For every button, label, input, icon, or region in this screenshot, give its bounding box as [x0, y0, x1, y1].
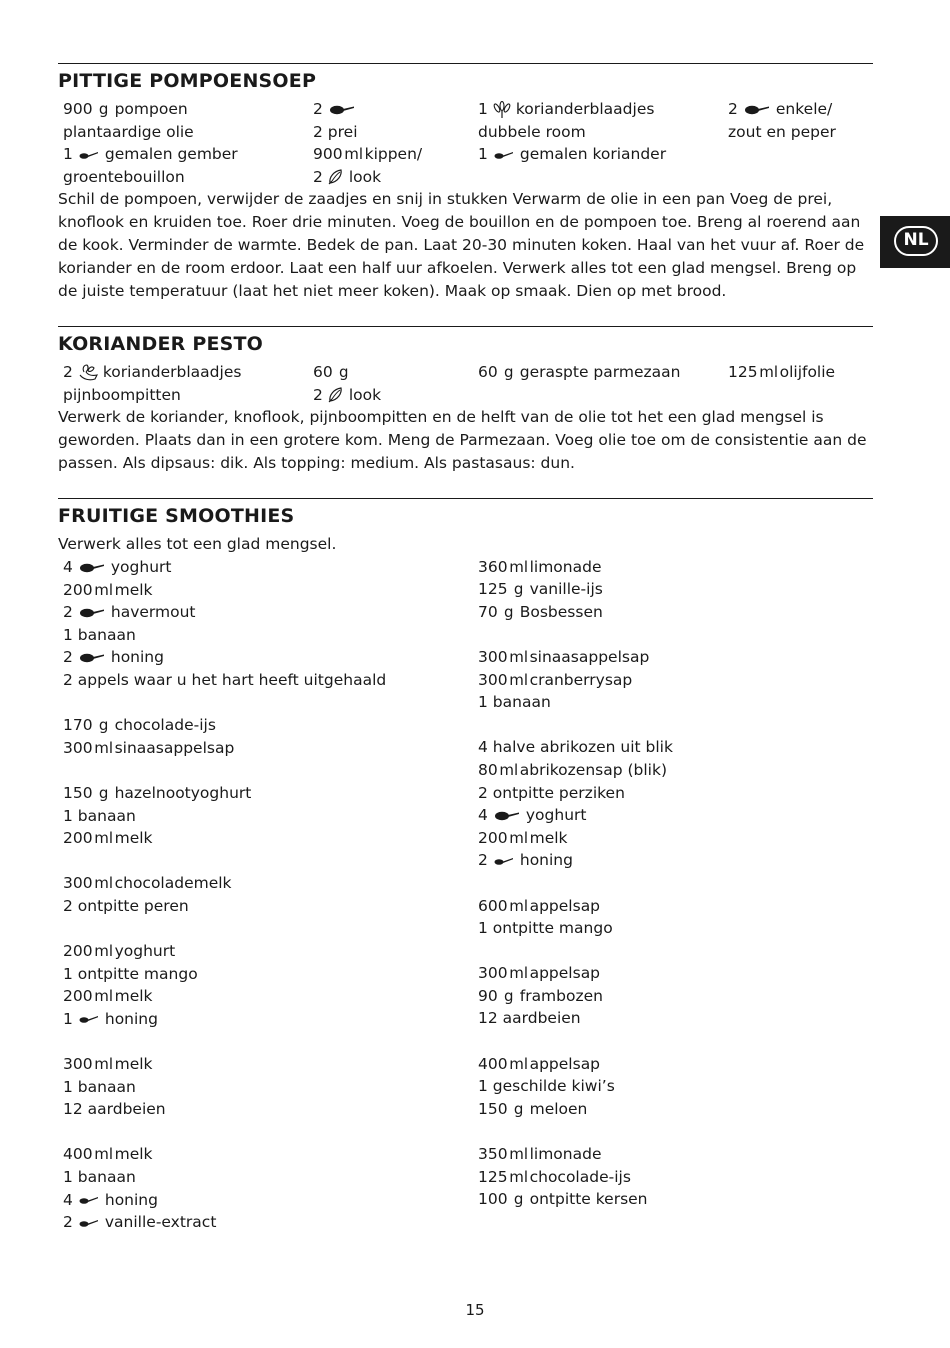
ingredient-unit: ml — [509, 964, 528, 983]
tablespoon-icon — [744, 104, 770, 116]
ingredient-quantity: 600 — [478, 896, 508, 915]
smoothie-recipe — [473, 736, 873, 872]
ingredient-text: 1 banaan — [63, 1077, 136, 1096]
ingredient-text: cranberrysap — [529, 670, 633, 689]
ingredient-quantity: 300 — [63, 1055, 93, 1074]
ingredient-line — [478, 962, 873, 985]
ingredient-quantity: 2 — [478, 851, 488, 870]
teaspoon-icon — [494, 856, 514, 866]
ingredient-line — [313, 166, 473, 189]
ingredient-quantity: 200 — [63, 829, 93, 848]
ingredient-quantity: 200 — [478, 828, 508, 847]
ingredient-text: melk — [114, 829, 153, 848]
ingredient-text: 1 banaan — [478, 693, 551, 712]
ingredient-unit: g — [513, 580, 524, 599]
ingredient-text: 1 banaan — [63, 625, 136, 644]
ingredient-line — [478, 361, 723, 384]
ingredient-text: 2 prei — [313, 122, 358, 141]
method-text: Schil de pompoen, verwijder de zaadjes en snij in stukken Verwarm de olie in een pan Voeg de prei, knoflook en kruiden toe. Roer drie minuten. Voeg de bouillon en de pompoen toe. Breng al roerend aan de kook. Verminder de warmte. Bedek de pan. Laat 20-30 minuten koken. Haal van het vuur af. Roer de koriander en de room erdoor. Laat een half uur afkoelen. Verwerk alles tot een glad mengsel. Breng op de juiste temperatuur (laat het niet meer koken). Maak op smaak. Dien op met brood. — [58, 190, 865, 300]
ingredient-text: melk — [114, 987, 153, 1006]
ingredient-column — [58, 361, 308, 406]
ingredient-text: ontpitte kersen — [529, 1190, 648, 1209]
ingredient-quantity: 150 — [63, 783, 93, 802]
ingredient-text: geraspte parmezaan — [519, 363, 681, 381]
ingredient-line — [478, 1053, 873, 1076]
ingredient-line — [63, 827, 473, 850]
ingredient-text: pompoen — [114, 100, 188, 118]
teaspoon-icon — [79, 150, 99, 160]
ingredient-line — [63, 1189, 473, 1212]
ingredient-text: zout en peper — [728, 122, 836, 141]
ingredient-line — [478, 1188, 873, 1211]
ingredient-quantity: 2 — [63, 603, 73, 622]
herb-bunch-icon — [492, 101, 512, 119]
ingredient-column — [473, 98, 723, 188]
ingredient-text: havermout — [110, 603, 196, 622]
ingredient-unit: ml — [759, 363, 778, 381]
ingredient-text: chocolademelk — [114, 874, 232, 893]
ingredient-unit: ml — [94, 829, 113, 848]
ingredient-text: 1 banaan — [63, 806, 136, 825]
ingredient-text: abrikozensap (blik) — [519, 760, 668, 779]
ingredient-line — [63, 646, 473, 669]
ingredient-text: vanille-ijs — [529, 580, 603, 599]
ingredient-text: limonade — [529, 557, 602, 576]
ingredient-text: 1 ontpitte mango — [478, 919, 613, 938]
ingredient-text: yoghurt — [110, 558, 172, 576]
ingredient-line — [63, 166, 308, 189]
smoothie-column-left — [58, 533, 473, 1256]
ingredient-text: plantaardige olie — [63, 122, 194, 141]
smoothie-intro: Verwerk alles tot een glad mengsel. — [58, 535, 337, 553]
ingredient-grid — [58, 98, 873, 188]
garlic-icon — [327, 168, 345, 186]
section-title: KORIANDER PESTO — [58, 333, 264, 355]
ingredient-line — [63, 601, 473, 624]
ingredient-line — [313, 121, 473, 144]
ingredient-quantity: 1 — [478, 100, 488, 118]
ingredient-quantity: 4 — [63, 558, 73, 576]
herb-handful-icon — [77, 363, 99, 383]
ingredient-unit: ml — [94, 738, 113, 757]
ingredient-text: gemalen gember — [104, 145, 238, 163]
ingredient-text: groentebouillon — [63, 167, 185, 186]
ingredient-quantity: 300 — [478, 964, 508, 983]
ingredient-unit: g — [513, 1190, 524, 1209]
ingredient-line — [478, 895, 873, 918]
ingredient-line — [313, 143, 473, 166]
ingredient-text: honing — [104, 1190, 158, 1209]
smoothie-recipe — [473, 1143, 873, 1211]
teaspoon-icon — [79, 1014, 99, 1024]
ingredient-line — [478, 736, 873, 759]
smoothie-recipe — [473, 895, 873, 940]
ingredient-line — [63, 963, 473, 986]
ingredient-text: 12 aardbeien — [63, 1100, 166, 1119]
ingredient-quantity: 170 — [63, 716, 93, 735]
ingredient-text: appelsap — [529, 1054, 601, 1073]
ingredient-quantity: 2 — [313, 100, 323, 118]
ingredient-line — [728, 121, 873, 144]
ingredient-line — [478, 1098, 873, 1121]
ingredient-quantity: 2 — [728, 100, 738, 118]
ingredient-unit: g — [513, 1099, 524, 1118]
ingredient-text: limonade — [529, 1145, 602, 1164]
ingredient-text: korianderblaadjes — [102, 363, 242, 381]
ingredient-text: sinaasappelsap — [114, 738, 235, 757]
ingredient-line — [478, 121, 723, 144]
recipe-page — [58, 63, 873, 1256]
ingredient-text: honing — [104, 1009, 158, 1028]
ingredient-column — [723, 98, 873, 188]
ingredient-unit: ml — [509, 896, 528, 915]
ingredient-unit: g — [503, 602, 514, 621]
ingredient-text: honing — [110, 648, 164, 667]
ingredient-text: 1 banaan — [63, 1168, 136, 1187]
ingredient-text: appelsap — [529, 896, 601, 915]
ingredient-line — [478, 1166, 873, 1189]
ingredient-unit: ml — [509, 557, 528, 576]
ingredient-line — [478, 759, 873, 782]
smoothie-recipe — [58, 714, 473, 759]
ingredient-line — [63, 714, 473, 737]
tablespoon-icon — [79, 607, 105, 619]
ingredient-unit: ml — [499, 760, 519, 779]
ingredient-quantity: 80 — [478, 760, 498, 779]
ingredient-quantity: 200 — [63, 987, 93, 1006]
ingredient-quantity: 1 — [478, 145, 488, 163]
ingredient-text: 2 ontpitte perziken — [478, 783, 625, 802]
ingredient-quantity: 60 — [478, 363, 498, 381]
ingredient-line — [313, 98, 473, 121]
ingredient-unit: g — [503, 363, 514, 381]
ingredient-text: melk — [529, 828, 568, 847]
ingredient-text: chocolade-ijs — [529, 1167, 631, 1186]
ingredient-line — [478, 578, 873, 601]
ingredient-line — [63, 805, 473, 828]
ingredient-text: vanille-extract — [104, 1213, 217, 1232]
ingredient-unit: ml — [94, 987, 113, 1006]
ingredient-quantity: 400 — [478, 1054, 508, 1073]
ingredient-column — [58, 98, 308, 188]
teaspoon-icon — [79, 1195, 99, 1205]
section-coriander-pesto — [58, 326, 873, 475]
ingredient-text: melk — [114, 1055, 153, 1074]
section-fruity-smoothies — [58, 498, 873, 1256]
ingredient-unit: ml — [94, 942, 113, 961]
ingredient-column — [723, 361, 873, 406]
ingredient-line — [63, 1098, 473, 1121]
ingredient-unit: ml — [94, 1055, 113, 1074]
ingredient-line — [478, 143, 723, 166]
ingredient-text: gemalen koriander — [519, 145, 667, 163]
ingredient-line — [478, 98, 723, 121]
ingredient-quantity: 300 — [478, 670, 508, 689]
teaspoon-icon — [79, 1218, 99, 1228]
ingredient-text: 12 aardbeien — [478, 1009, 581, 1028]
ingredient-line — [63, 361, 308, 384]
ingredient-quantity: 300 — [63, 874, 93, 893]
ingredient-line — [63, 556, 473, 579]
ingredient-text: enkele/ — [775, 100, 833, 118]
smoothie-recipe — [58, 872, 473, 917]
ingredient-text: frambozen — [519, 986, 603, 1005]
ingredient-quantity: 4 — [63, 1190, 73, 1209]
ingredient-unit: g — [338, 363, 349, 381]
smoothie-recipe — [58, 940, 473, 1030]
ingredient-line — [728, 361, 873, 384]
ingredient-text: 1 ontpitte mango — [63, 964, 198, 983]
ingredient-line — [478, 1007, 873, 1030]
smoothie-recipes — [58, 556, 473, 1234]
ingredient-line — [478, 691, 873, 714]
ingredient-text: chocolade-ijs — [114, 716, 216, 735]
ingredient-unit: ml — [94, 580, 113, 599]
ingredient-line — [63, 1053, 473, 1076]
ingredient-column — [473, 361, 723, 406]
ingredient-quantity: 1 — [63, 145, 73, 163]
tablespoon-icon — [79, 562, 105, 574]
smoothie-columns — [58, 533, 873, 1256]
ingredient-quantity: 2 — [63, 1213, 73, 1232]
ingredient-unit: ml — [94, 1145, 113, 1164]
smoothie-recipe — [58, 1143, 473, 1233]
ingredient-line — [63, 782, 473, 805]
smoothie-recipe — [473, 962, 873, 1030]
ingredient-text: 2 appels waar u het hart heeft uitgehaald — [63, 670, 387, 689]
ingredient-quantity: 125 — [728, 363, 758, 381]
ingredient-line — [63, 895, 473, 918]
ingredient-quantity: 125 — [478, 580, 508, 599]
ingredient-quantity: 2 — [63, 363, 73, 381]
smoothie-recipes — [473, 556, 873, 1211]
smoothie-recipe — [58, 1053, 473, 1121]
ingredient-text: melk — [114, 1145, 153, 1164]
ingredient-line — [63, 384, 308, 407]
ingredient-quantity: 350 — [478, 1145, 508, 1164]
tablespoon-icon — [329, 104, 355, 116]
ingredient-line — [478, 669, 873, 692]
ingredient-line — [478, 782, 873, 805]
ingredient-grid — [58, 361, 873, 406]
ingredient-text: yoghurt — [114, 942, 176, 961]
ingredient-line — [63, 1211, 473, 1234]
ingredient-quantity: 60 — [313, 363, 333, 381]
ingredient-line — [478, 827, 873, 850]
ingredient-text: melk — [114, 580, 153, 599]
ingredient-text: 4 halve abrikozen uit blik — [478, 738, 673, 757]
ingredient-text: appelsap — [529, 964, 601, 983]
ingredient-unit: ml — [509, 1054, 528, 1073]
ingredient-line — [478, 985, 873, 1008]
section-title: PITTIGE POMPOENSOEP — [58, 70, 317, 92]
ingredient-text: look — [348, 167, 382, 186]
ingredient-line — [63, 737, 473, 760]
ingredient-line — [63, 940, 473, 963]
ingredient-line — [63, 143, 308, 166]
page-number: 15 — [465, 1301, 485, 1319]
ingredient-line — [63, 1008, 473, 1031]
ingredient-text: honing — [519, 851, 573, 870]
ingredient-line — [63, 1143, 473, 1166]
tablespoon-icon — [494, 810, 520, 822]
ingredient-line — [478, 556, 873, 579]
ingredient-unit: ml — [509, 1145, 528, 1164]
ingredient-line — [478, 1075, 873, 1098]
smoothie-column-right — [473, 533, 873, 1256]
ingredient-text: 1 geschilde kiwi’s — [478, 1077, 615, 1096]
smoothie-recipe — [473, 556, 873, 624]
ingredient-unit: ml — [344, 145, 363, 163]
smoothie-recipe — [473, 1053, 873, 1121]
ingredient-text: kippen/ — [364, 145, 423, 163]
language-badge: NL — [894, 226, 938, 256]
ingredient-line — [63, 1166, 473, 1189]
ingredient-line — [63, 669, 473, 692]
ingredient-line — [63, 872, 473, 895]
ingredient-text: Bosbessen — [519, 602, 603, 621]
ingredient-text: korianderblaadjes — [515, 100, 655, 118]
ingredient-text: sinaasappelsap — [529, 647, 650, 666]
ingredient-quantity: 300 — [63, 738, 93, 757]
ingredient-quantity: 2 — [313, 167, 323, 186]
ingredient-quantity: 360 — [478, 557, 508, 576]
language-tab — [880, 216, 950, 268]
ingredient-line — [478, 601, 873, 624]
section-pumpkin-soup — [58, 63, 873, 303]
ingredient-unit: g — [98, 100, 109, 118]
ingredient-quantity: 90 — [478, 986, 498, 1005]
ingredient-quantity: 2 — [313, 385, 323, 404]
ingredient-line — [478, 646, 873, 669]
smoothie-recipe — [473, 646, 873, 714]
smoothie-recipe — [58, 782, 473, 850]
ingredient-line — [63, 579, 473, 602]
ingredient-text: look — [348, 385, 382, 404]
ingredient-line — [63, 985, 473, 1008]
ingredient-quantity: 200 — [63, 942, 93, 961]
ingredient-unit: ml — [509, 670, 528, 689]
teaspoon-icon — [494, 150, 514, 160]
ingredient-text: pijnboompitten — [63, 385, 181, 404]
ingredient-unit: g — [98, 716, 109, 735]
method-text: Verwerk de koriander, knoflook, pijnboompitten en de helft van de olie tot het een glad mengsel is geworden. Plaats dan in een grotere kom. Meng de Parmezaan. Voeg olie toe om de consistentie aan de passen. Als dipsaus: dik. Als topping: medium. Als pastasaus: dun. — [58, 408, 867, 472]
ingredient-line — [728, 98, 873, 121]
smoothie-recipe — [58, 556, 473, 692]
ingredient-quantity: 2 — [63, 648, 73, 667]
ingredient-quantity: 4 — [478, 806, 488, 825]
ingredient-unit: g — [98, 783, 109, 802]
ingredient-unit: ml — [509, 647, 528, 666]
ingredient-unit: ml — [509, 1167, 528, 1186]
ingredient-text: olijfolie — [779, 363, 836, 381]
ingredient-line — [63, 98, 308, 121]
ingredient-quantity: 1 — [63, 1009, 73, 1028]
ingredient-line — [478, 917, 873, 940]
ingredient-quantity: 900 — [63, 100, 93, 118]
ingredient-unit: ml — [94, 874, 113, 893]
ingredient-line — [63, 121, 308, 144]
ingredient-text: hazelnootyoghurt — [114, 783, 252, 802]
ingredient-quantity: 125 — [478, 1167, 508, 1186]
ingredient-text: dubbele room — [478, 122, 586, 141]
ingredient-text: yoghurt — [525, 806, 587, 825]
ingredient-quantity: 100 — [478, 1190, 508, 1209]
ingredient-line — [63, 1076, 473, 1099]
ingredient-quantity: 900 — [313, 145, 343, 163]
ingredient-line — [478, 849, 873, 872]
ingredient-line — [313, 361, 473, 384]
ingredient-line — [478, 804, 873, 827]
ingredient-quantity: 300 — [478, 647, 508, 666]
ingredient-column — [308, 361, 473, 406]
ingredient-quantity: 150 — [478, 1099, 508, 1118]
ingredient-text: 2 ontpitte peren — [63, 896, 189, 915]
ingredient-quantity: 400 — [63, 1145, 93, 1164]
ingredient-unit: g — [503, 986, 514, 1005]
ingredient-line — [478, 1143, 873, 1166]
garlic-icon — [327, 386, 345, 404]
ingredient-quantity: 200 — [63, 580, 93, 599]
ingredient-column — [308, 98, 473, 188]
section-title: FRUITIGE SMOOTHIES — [58, 505, 295, 527]
tablespoon-icon — [79, 652, 105, 664]
ingredient-quantity: 70 — [478, 602, 498, 621]
ingredient-line — [313, 384, 473, 407]
ingredient-unit: ml — [509, 828, 528, 847]
ingredient-text: meloen — [529, 1099, 588, 1118]
ingredient-line — [63, 624, 473, 647]
